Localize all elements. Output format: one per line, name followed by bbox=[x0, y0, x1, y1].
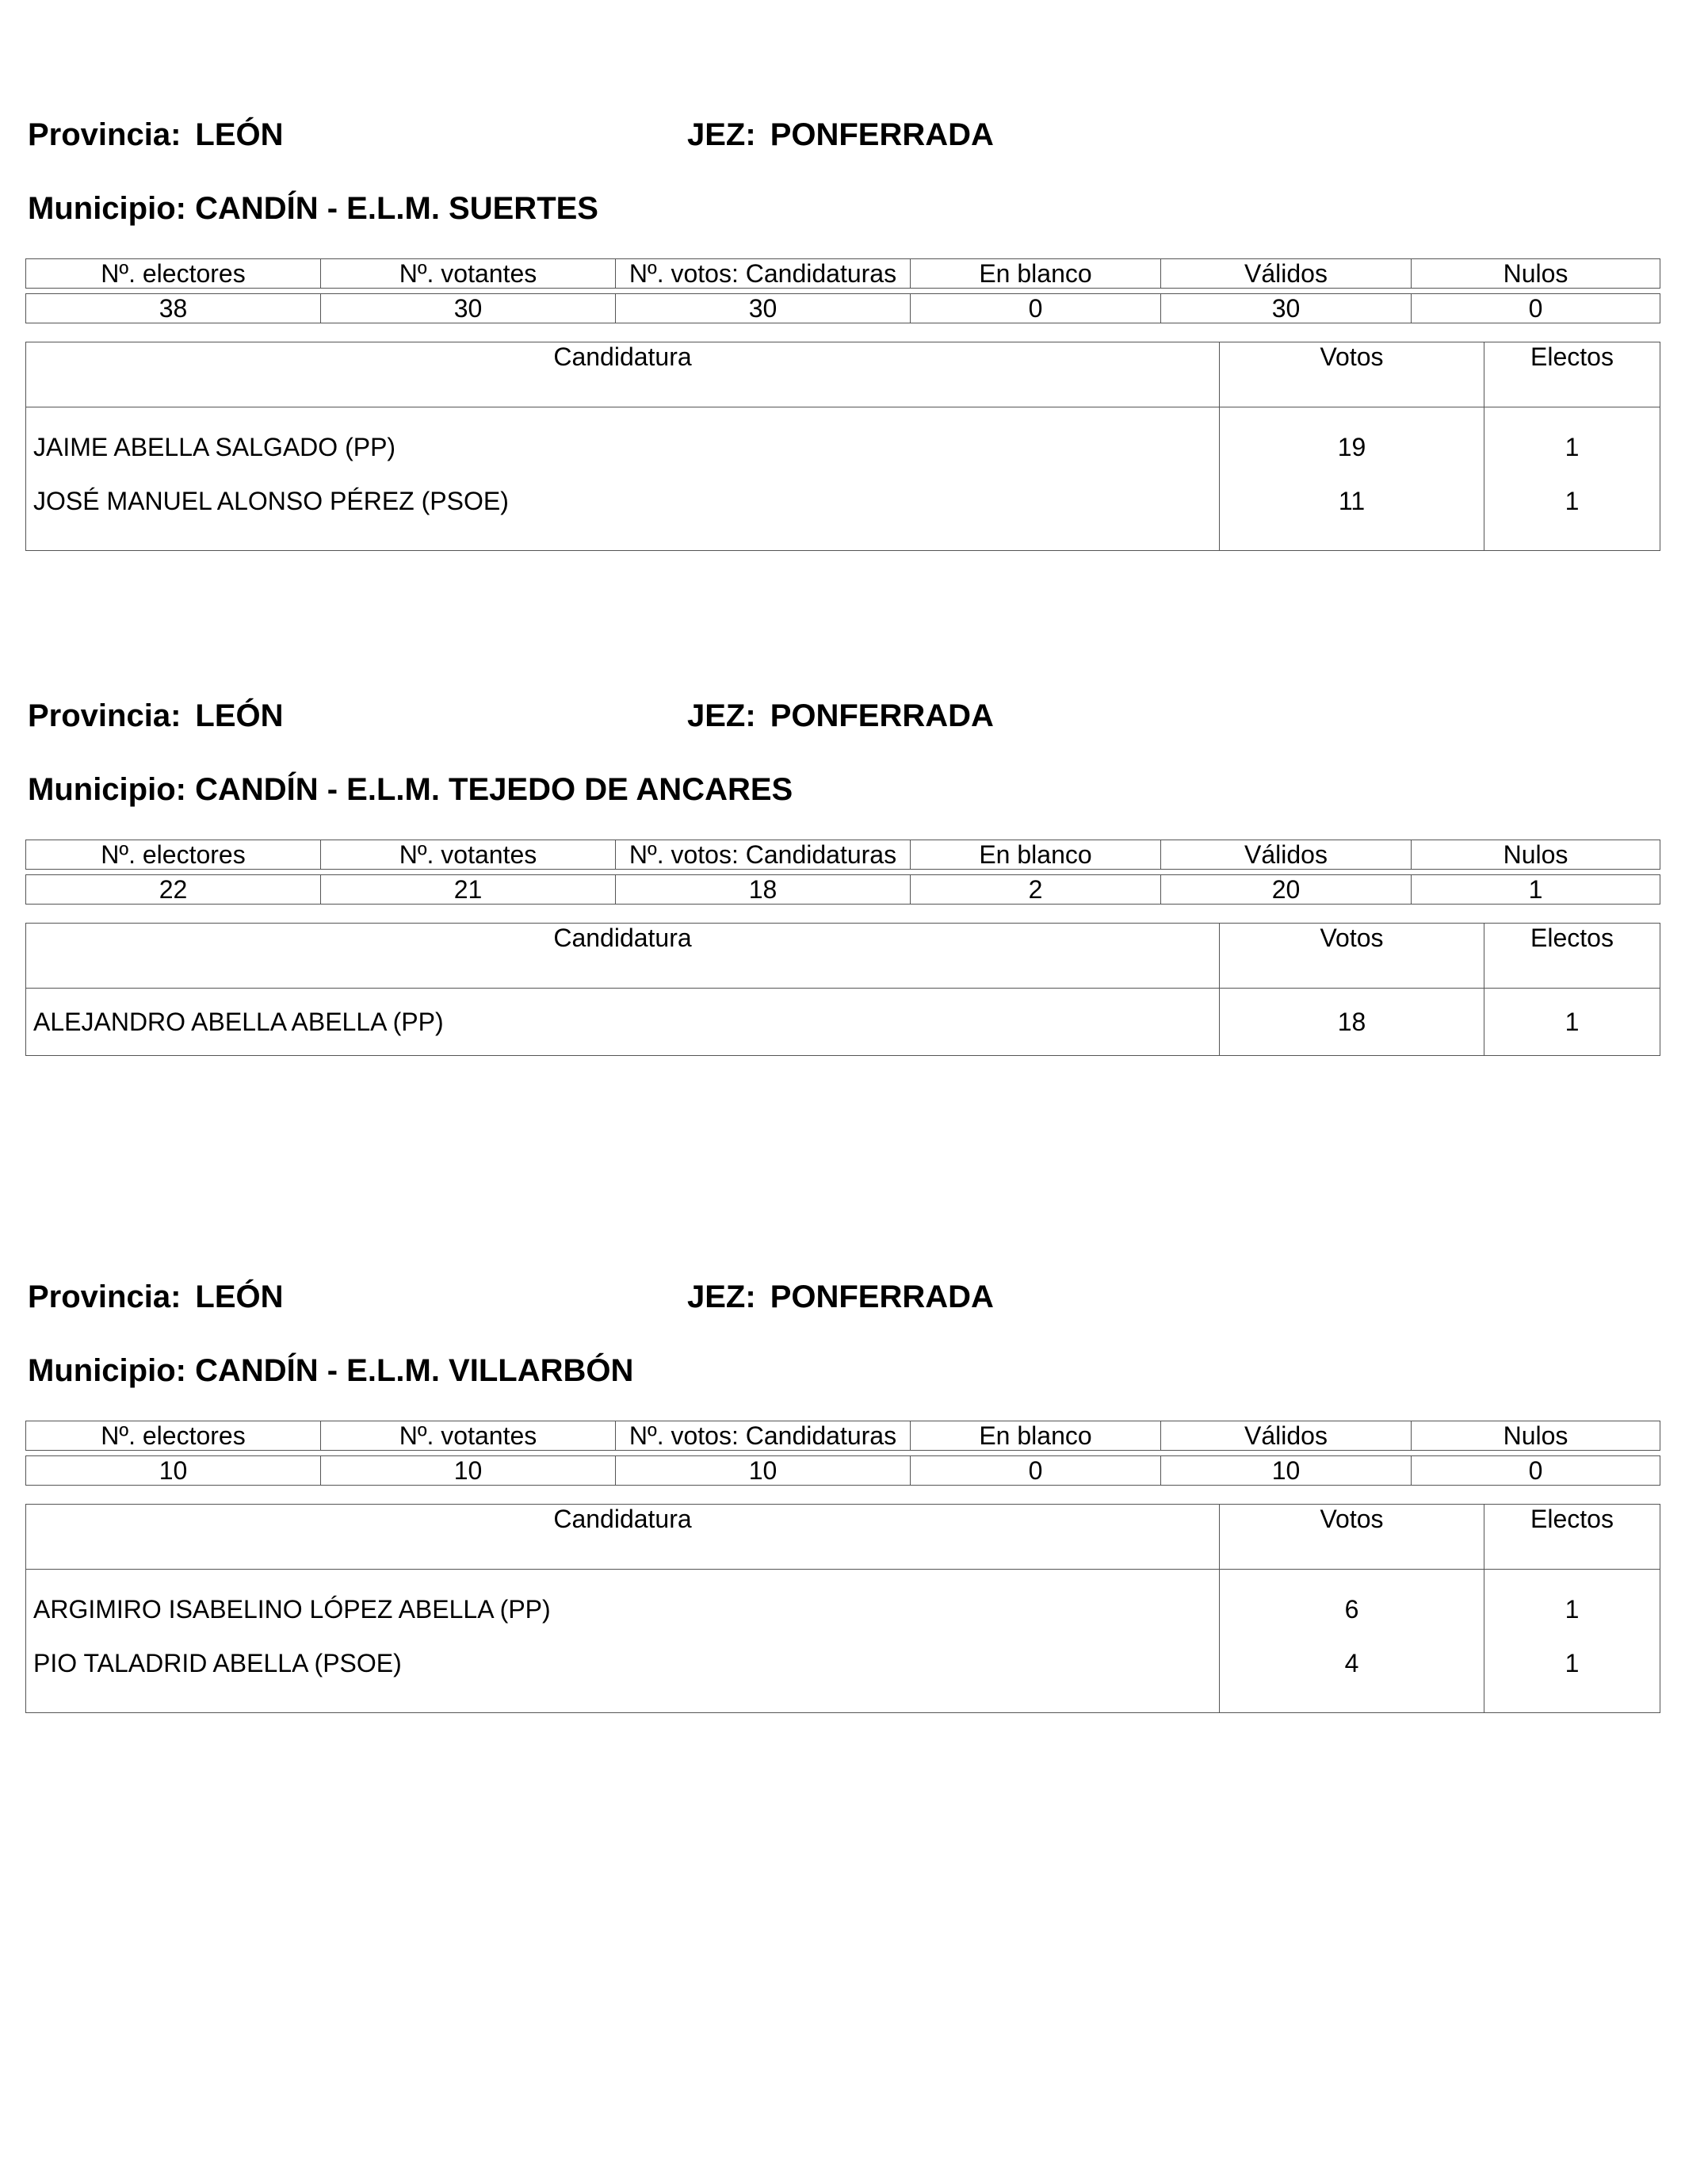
candidate-name: ARGIMIRO ISABELINO LÓPEZ ABELLA (PP) bbox=[26, 1570, 1220, 1650]
stats-value-cell: 10 bbox=[1161, 1456, 1412, 1486]
stats-value-cell: 1 bbox=[1412, 875, 1660, 905]
stats-value-cell: 10 bbox=[321, 1456, 616, 1486]
votos-header: Votos bbox=[1220, 342, 1484, 407]
stats-value-cell: 0 bbox=[1412, 1456, 1660, 1486]
candidate-electos: 1 bbox=[1484, 407, 1660, 488]
stats-header-cell: Nº. electores bbox=[26, 840, 321, 870]
stats-header-cell: Nº. votos: Candidaturas bbox=[616, 259, 911, 289]
jez-heading: JEZ: PONFERRADA bbox=[687, 698, 994, 733]
stats-header-cell: Nº. votantes bbox=[321, 840, 616, 870]
stats-header-cell: Nº. electores bbox=[26, 259, 321, 289]
stats-value-cell: 0 bbox=[911, 1456, 1161, 1486]
stats-value-cell: 38 bbox=[26, 294, 321, 323]
stats-value-cell: 30 bbox=[1161, 294, 1412, 323]
votos-header: Votos bbox=[1220, 924, 1484, 989]
stats-value-cell: 18 bbox=[616, 875, 911, 905]
stats-header-cell: Nulos bbox=[1412, 1421, 1660, 1451]
votos-header: Votos bbox=[1220, 1505, 1484, 1570]
stats-header-cell: Nº. votos: Candidaturas bbox=[616, 1421, 911, 1451]
provincia-heading: Provincia: LEÓN bbox=[28, 1279, 284, 1314]
candidatura-header: Candidatura bbox=[26, 1505, 1220, 1570]
candidate-votos: 19 bbox=[1220, 407, 1484, 488]
stats-header-cell: Nulos bbox=[1412, 259, 1660, 289]
candidatura-header: Candidatura bbox=[26, 924, 1220, 989]
stats-value-cell: 0 bbox=[911, 294, 1161, 323]
stats-header-row bbox=[26, 840, 1660, 870]
candidate-votos: 18 bbox=[1220, 989, 1484, 1056]
stats-value-cell: 22 bbox=[26, 875, 321, 905]
stats-value-cell: 30 bbox=[616, 294, 911, 323]
candidates-table bbox=[25, 342, 1660, 551]
stats-value-cell: 0 bbox=[1412, 294, 1660, 323]
candidate-row bbox=[26, 1649, 1660, 1713]
candidate-votos: 11 bbox=[1220, 487, 1484, 551]
candidate-name: JOSÉ MANUEL ALONSO PÉREZ (PSOE) bbox=[26, 487, 1220, 551]
stats-header-cell: En blanco bbox=[911, 259, 1161, 289]
stats-value-row bbox=[26, 1456, 1660, 1486]
electos-header: Electos bbox=[1484, 1505, 1660, 1570]
stats-header-cell: En blanco bbox=[911, 1421, 1161, 1451]
candidate-electos: 1 bbox=[1484, 1570, 1660, 1650]
stats-table bbox=[25, 258, 1660, 323]
stats-value-cell: 10 bbox=[616, 1456, 911, 1486]
stats-table bbox=[25, 840, 1660, 905]
stats-header-cell: Válidos bbox=[1161, 259, 1412, 289]
candidate-row bbox=[26, 1570, 1660, 1650]
candidate-votos: 6 bbox=[1220, 1570, 1484, 1650]
candidate-votos: 4 bbox=[1220, 1649, 1484, 1713]
municipality-section bbox=[25, 117, 1660, 515]
stats-header-cell: Nº. votos: Candidaturas bbox=[616, 840, 911, 870]
stats-header-cell: En blanco bbox=[911, 840, 1161, 870]
candidate-row bbox=[26, 407, 1660, 488]
candidates-header-row bbox=[26, 924, 1660, 989]
stats-header-row bbox=[26, 1421, 1660, 1451]
stats-value-cell: 2 bbox=[911, 875, 1161, 905]
stats-header-cell: Nº. votantes bbox=[321, 259, 616, 289]
candidates-header-row bbox=[26, 342, 1660, 407]
candidates-header-row bbox=[26, 1505, 1660, 1570]
stats-value-cell: 21 bbox=[321, 875, 616, 905]
municipio-heading: Municipio: CANDÍN - E.L.M. TEJEDO DE ANCARES bbox=[28, 772, 793, 807]
candidatura-header: Candidatura bbox=[26, 342, 1220, 407]
candidate-name: PIO TALADRID ABELLA (PSOE) bbox=[26, 1649, 1220, 1713]
candidates-table bbox=[25, 923, 1660, 1056]
stats-table bbox=[25, 1421, 1660, 1486]
electos-header: Electos bbox=[1484, 342, 1660, 407]
stats-value-row bbox=[26, 294, 1660, 323]
stats-value-cell: 10 bbox=[26, 1456, 321, 1486]
stats-value-cell: 20 bbox=[1161, 875, 1412, 905]
jez-heading: JEZ: PONFERRADA bbox=[687, 1279, 994, 1314]
candidate-row bbox=[26, 989, 1660, 1056]
stats-header-cell: Válidos bbox=[1161, 1421, 1412, 1451]
provincia-heading: Provincia: LEÓN bbox=[28, 698, 284, 733]
electos-header: Electos bbox=[1484, 924, 1660, 989]
stats-header-cell: Válidos bbox=[1161, 840, 1412, 870]
candidate-electos: 1 bbox=[1484, 487, 1660, 551]
provincia-heading: Provincia: LEÓN bbox=[28, 117, 284, 152]
municipio-heading: Municipio: CANDÍN - E.L.M. SUERTES bbox=[28, 191, 598, 226]
stats-header-cell: Nº. votantes bbox=[321, 1421, 616, 1451]
candidate-row bbox=[26, 487, 1660, 551]
candidate-electos: 1 bbox=[1484, 1649, 1660, 1713]
candidate-electos: 1 bbox=[1484, 989, 1660, 1056]
candidate-name: JAIME ABELLA SALGADO (PP) bbox=[26, 407, 1220, 488]
stats-header-cell: Nulos bbox=[1412, 840, 1660, 870]
municipality-section bbox=[25, 700, 1660, 1041]
stats-value-cell: 30 bbox=[321, 294, 616, 323]
stats-header-cell: Nº. electores bbox=[26, 1421, 321, 1451]
stats-header-row bbox=[26, 259, 1660, 289]
municipio-heading: Municipio: CANDÍN - E.L.M. VILLARBÓN bbox=[28, 1353, 634, 1388]
candidates-table bbox=[25, 1504, 1660, 1713]
jez-heading: JEZ: PONFERRADA bbox=[687, 117, 994, 152]
candidate-name: ALEJANDRO ABELLA ABELLA (PP) bbox=[26, 989, 1220, 1056]
municipality-section bbox=[25, 1279, 1660, 1677]
stats-value-row bbox=[26, 875, 1660, 905]
